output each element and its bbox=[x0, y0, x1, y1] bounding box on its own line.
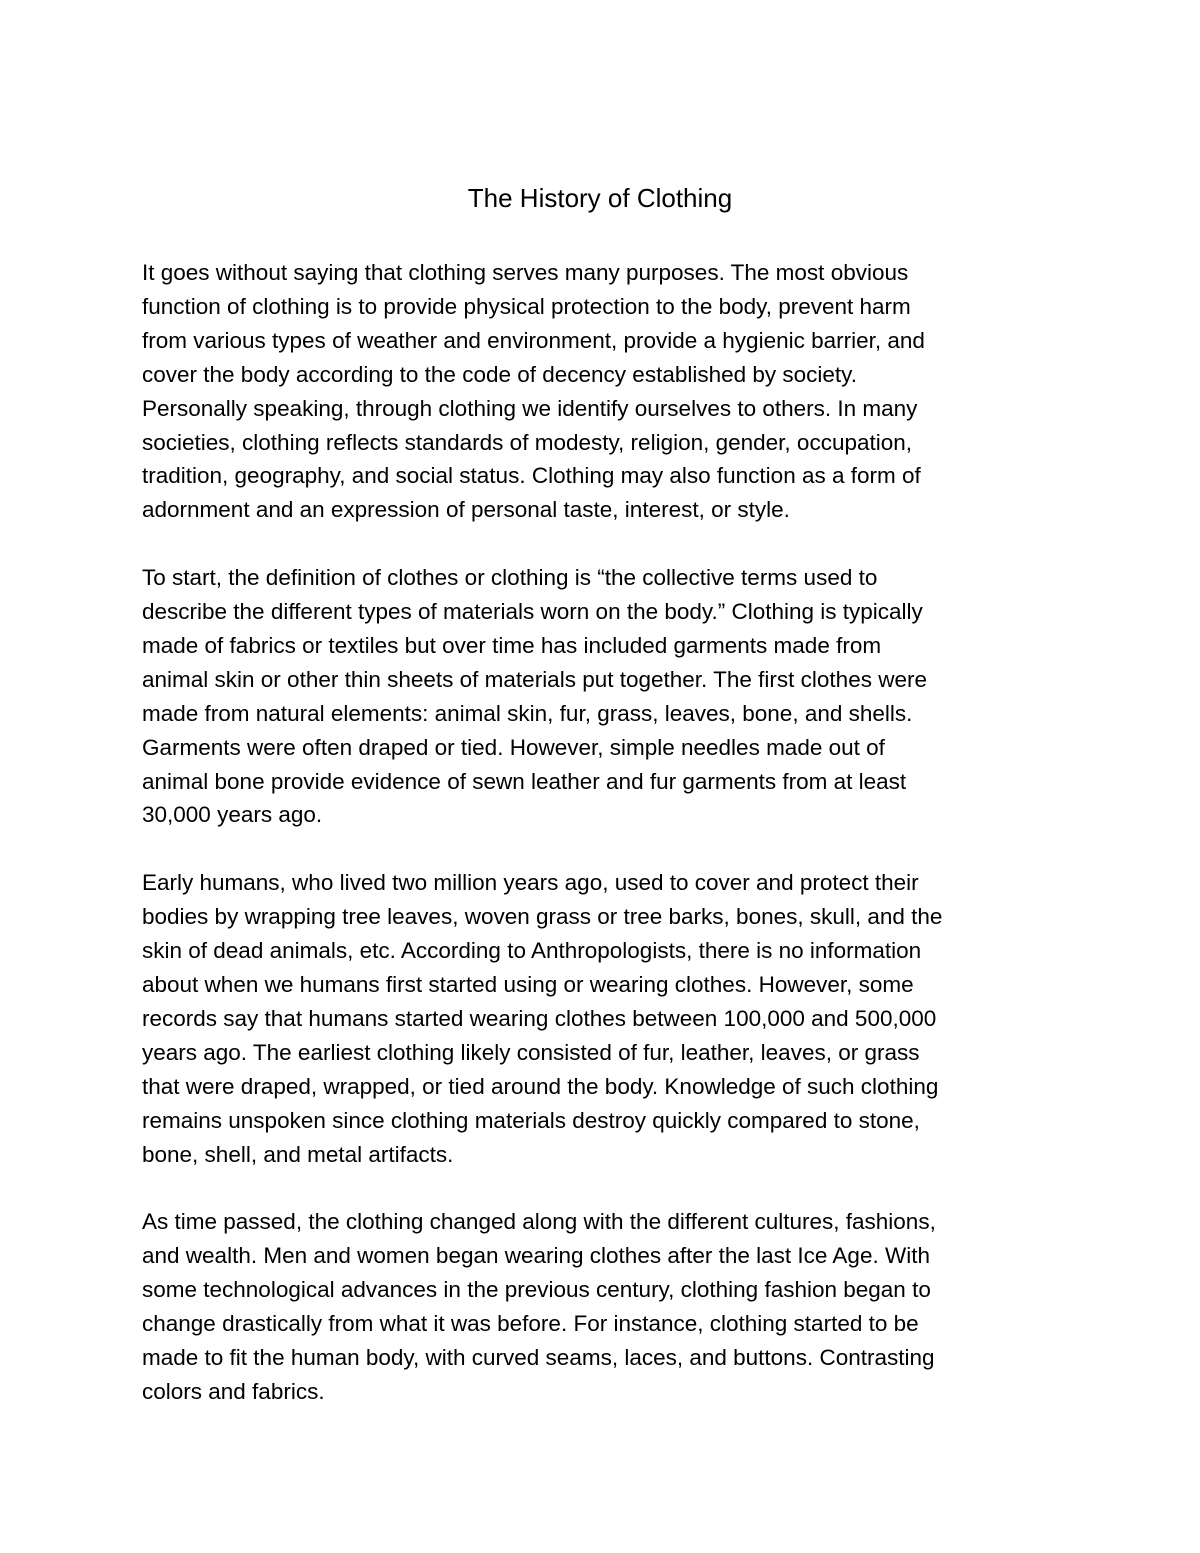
document-title: The History of Clothing bbox=[467, 183, 733, 213]
paragraph-time-passed: As time passed, the clothing changed along with the different cultures, fashions, and wealth. Men and women began wearing clothes after the last Ice Age. With some technological advances in the previous century, clothing fashion began to change drastically from what it was before. For instance, clothing started to be made to fit the human body, with curved seams, laces, and buttons. Contrasting colors and fabrics. bbox=[142, 1209, 936, 1404]
paragraph-early-humans: Early humans, who lived two million years ago, used to cover and protect their bodies by wrapping tree leaves, woven grass or tree barks, bones, skull, and the skin of dead animals, etc. According to Anthropologists, there is no information about when we humans first started using or wearing clothes. However, some records say that humans started wearing clothes between 100,000 and 500,000 years ago. The earliest clothing likely consisted of fur, leather, leaves, or grass that were draped, wrapped, or tied around the body. Knowledge of such clothing remains unspoken since clothing materials destroy quickly compared to stone, bone, shell, and metal artifacts. bbox=[142, 870, 943, 1167]
paragraph-definition: To start, the definition of clothes or clothing is “the collective terms used to describe the different types of materials worn on the body.” Clothing is typically made of fabrics or textiles but over time has included garments made from animal skin or other thin sheets of materials put together. The first clothes were made from natural elements: animal skin, fur, grass, leaves, bone, and shells. Garments were often draped or tied. However, simple needles made out of animal bone provide evidence of sewn leather and fur garments from at least 30,000 years ago. bbox=[142, 565, 927, 828]
paragraph-purposes: It goes without saying that clothing serves many purposes. The most obvious function of clothing is to provide physical protection to the body, prevent harm from various types of weather and environment, provide a hygienic barrier, and cover the body according to the code of decency established by society. Personally speaking, through clothing we identify ourselves to others. In many societies, clothing reflects standards of modesty, religion, gender, occupation, tradition, geography, and social status. Clothing may also function as a form of adornment and an expression of personal taste, interest, or style. bbox=[142, 260, 925, 523]
document-body bbox=[142, 256, 1062, 1409]
